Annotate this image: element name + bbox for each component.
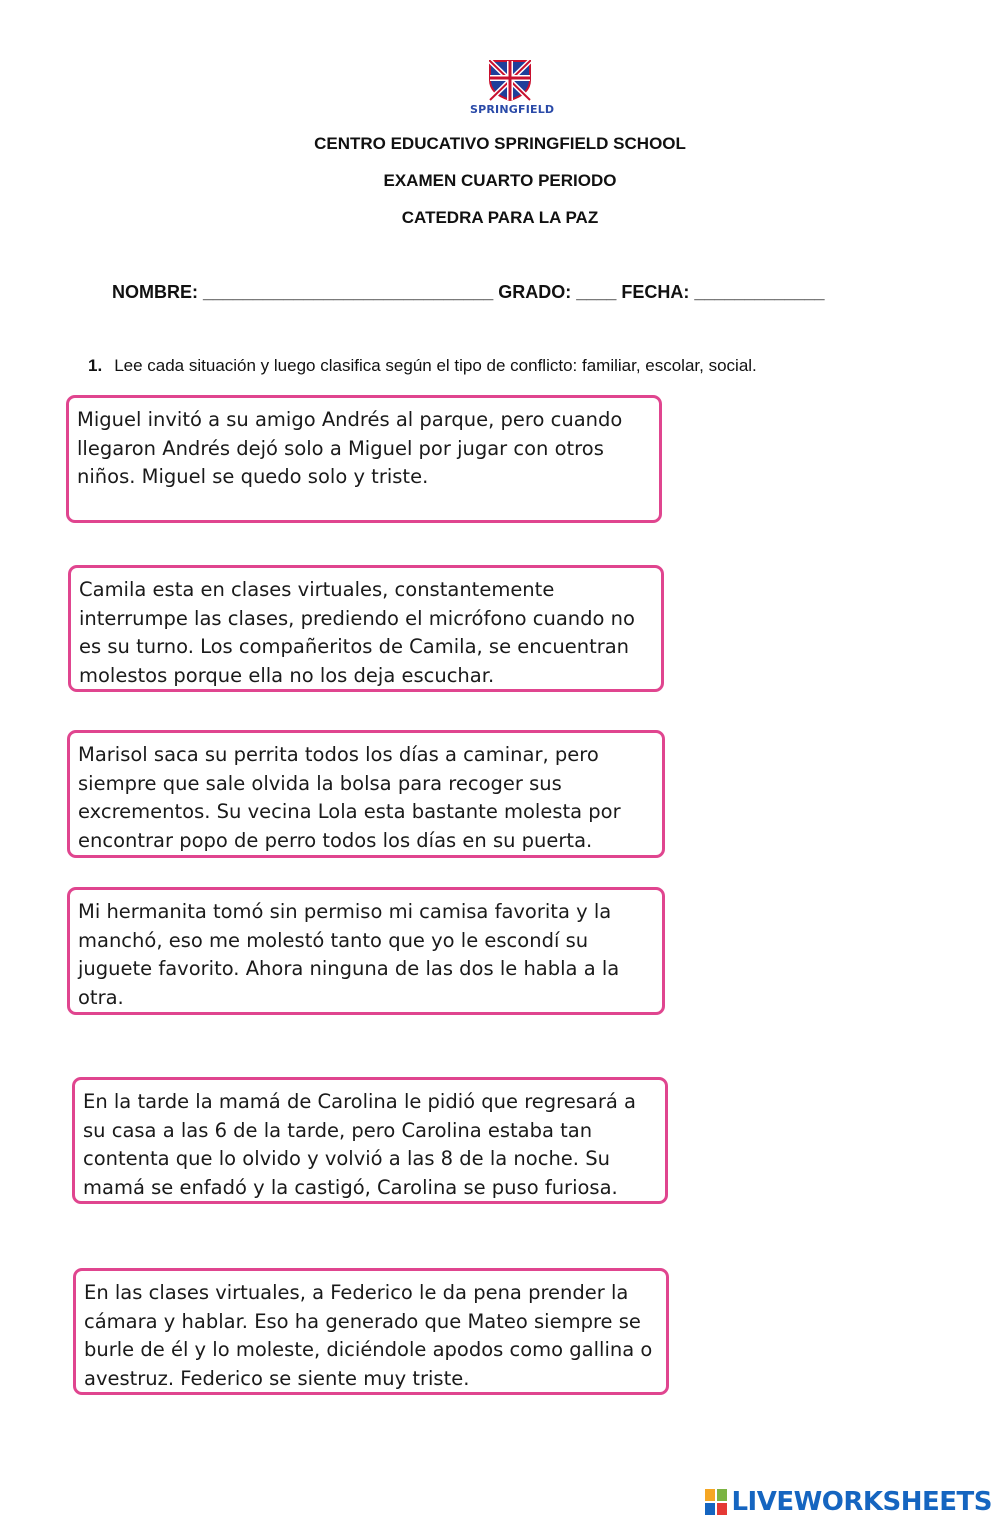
logo-text: SPRINGFIELD	[470, 103, 555, 116]
situation-box-2: Camila esta en clases virtuales, constantemente interrumpe las clases, prediendo el micrófono cuando no es su turno. Los compañeritos de Camila, se encuentran molestos porque ella no los deja escuchar.	[68, 565, 664, 692]
situation-box-4: Mi hermanita tomó sin permiso mi camisa favorita y la manchó, eso me molestó tanto que yo le escondí su juguete favorito. Ahora ninguna de las dos le habla a la otra.	[67, 887, 665, 1015]
school-name: CENTRO EDUCATIVO SPRINGFIELD SCHOOL	[314, 134, 686, 153]
subject-title: CATEDRA PARA LA PAZ	[401, 208, 599, 227]
liveworksheets-text: LIVEWORKSHEETS	[731, 1487, 992, 1517]
school-logo	[470, 58, 555, 116]
situation-box-1: Miguel invitó a su amigo Andrés al parque, pero cuando llegaron Andrés dejó solo a Miguel por jugar con otros niños. Miguel se quedo solo y triste.	[66, 395, 662, 523]
question-1	[88, 356, 757, 376]
student-fields: NOMBRE: _____________________________ GRADO: ____ FECHA: _____________	[112, 282, 825, 302]
exam-title: EXAMEN CUARTO PERIODO	[383, 171, 617, 190]
question-text: Lee cada situación y luego clasifica según el tipo de conflicto: familiar, escolar, social.	[114, 356, 757, 375]
situation-box-5: En la tarde la mamá de Carolina le pidió que regresará a su casa a las 6 de la tarde, pero Carolina estaba tan contenta que lo olvido y volvió a las 8 de la noche. Su mamá se enfadó y la castigó, Carolina se puso furiosa.	[72, 1077, 668, 1204]
liveworksheets-branding	[705, 1487, 992, 1517]
question-number: 1.	[88, 356, 103, 375]
shield-icon	[487, 58, 533, 102]
liveworksheets-logo-icon	[705, 1489, 727, 1515]
situation-box-3: Marisol saca su perrita todos los días a caminar, pero siempre que sale olvida la bolsa para recoger sus excrementos. Su vecina Lola esta bastante molesta por encontrar popo de perro todos los días en su puerta.	[67, 730, 665, 858]
situation-box-6: En las clases virtuales, a Federico le da pena prender la cámara y hablar. Eso ha generado que Mateo siempre se burle de él y lo moleste, diciéndole apodos como gallina o avestruz. Federico se siente muy triste.	[73, 1268, 669, 1395]
